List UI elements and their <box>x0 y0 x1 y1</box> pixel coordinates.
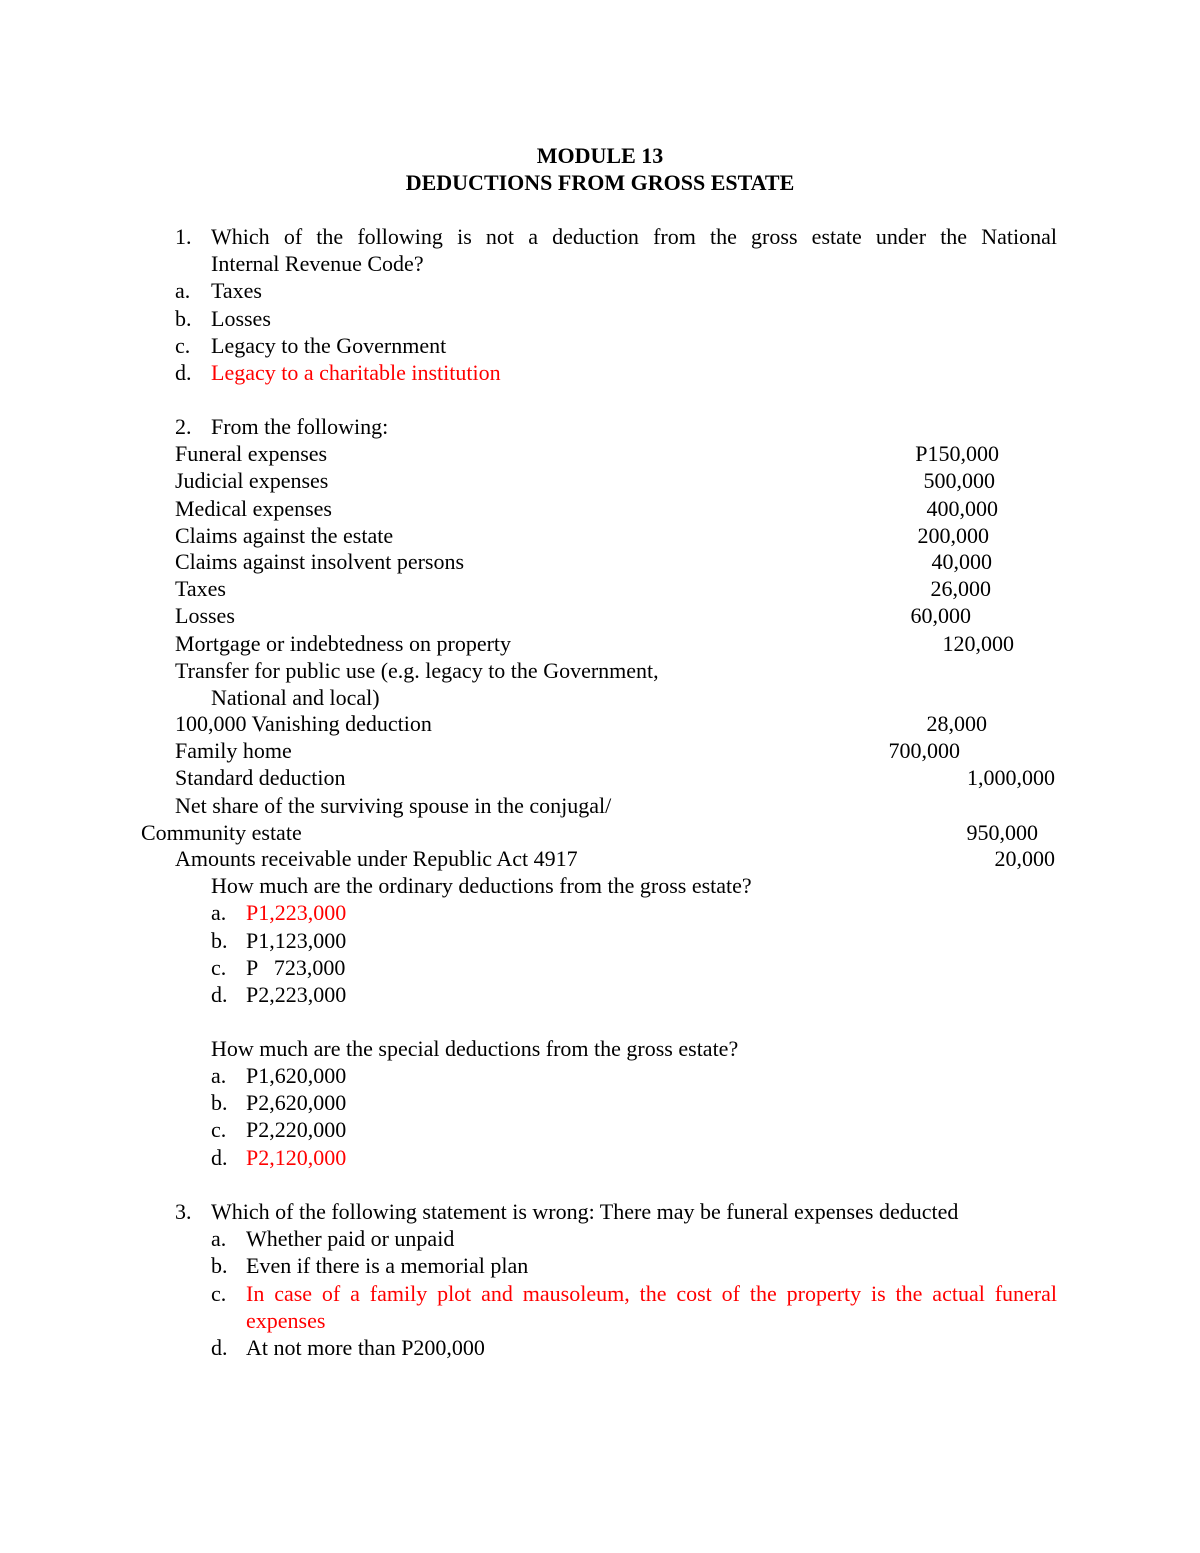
item-amount: 60,000 <box>910 603 971 628</box>
item-label: Family home <box>175 738 292 763</box>
module-title: MODULE 13 <box>536 143 664 168</box>
q1-choice-letter: d. <box>175 360 192 385</box>
item-amount: 1,000,000 <box>967 765 1055 790</box>
item-amount: 28,000 <box>926 711 987 736</box>
choice-letter: b. <box>211 1253 228 1278</box>
q1-question-line2: Internal Revenue Code? <box>211 251 424 276</box>
item-label: Funeral expenses <box>175 441 328 466</box>
choice-text: P1,620,000 <box>246 1063 347 1088</box>
q2-sub1-question: How much are the ordinary deductions from the gross estate? <box>211 873 752 898</box>
item-label: National and local) <box>211 685 380 710</box>
q1-number: 1. <box>175 224 192 249</box>
item-label: Community estate <box>141 820 302 845</box>
item-amount: 700,000 <box>888 738 960 763</box>
q3-answer-text: In case of a family plot and mausoleum, the cost of the property is the actual funeral <box>246 1281 1057 1306</box>
item-amount: 950,000 <box>966 820 1038 845</box>
item-amount: 26,000 <box>930 576 991 601</box>
item-label: 100,000 Vanishing deduction <box>175 711 432 736</box>
choice-letter: a. <box>211 900 227 925</box>
item-amount: 40,000 <box>931 549 992 574</box>
q1-question-line1: Which of the following is not a deduction from the gross estate under the National <box>211 224 1057 249</box>
choice-text: P1,123,000 <box>246 928 347 953</box>
q2-intro: From the following: <box>211 414 389 439</box>
item-label: Amounts receivable under Republic Act 4917 <box>175 846 578 871</box>
item-amount: 400,000 <box>926 496 998 521</box>
q3-answer-text-cont: expenses <box>246 1308 326 1333</box>
choice-letter: a. <box>211 1063 227 1088</box>
item-label: Losses <box>175 603 235 628</box>
q1-choice-letter: c. <box>175 333 191 358</box>
item-label: Claims against insolvent persons <box>175 549 465 574</box>
q1-answer-text: Legacy to a charitable institution <box>211 360 501 385</box>
choice-text: Whether paid or unpaid <box>246 1226 455 1251</box>
q2-number: 2. <box>175 414 192 439</box>
choice-text: P 723,000 <box>246 955 346 980</box>
item-label: Judicial expenses <box>175 468 329 493</box>
choice-text: Even if there is a memorial plan <box>246 1253 529 1278</box>
choice-letter: c. <box>211 955 227 980</box>
item-amount: 20,000 <box>994 846 1055 871</box>
q1-choice-text: Taxes <box>211 278 262 303</box>
choice-letter: b. <box>211 1090 228 1115</box>
choice-text: P2,220,000 <box>246 1117 347 1142</box>
q2-sub2-question: How much are the special deductions from the gross estate? <box>211 1036 739 1061</box>
item-label: Standard deduction <box>175 765 346 790</box>
item-amount: P150,000 <box>915 441 999 466</box>
q3-number: 3. <box>175 1199 192 1224</box>
choice-letter: c. <box>211 1281 227 1306</box>
choice-letter: d. <box>211 982 228 1007</box>
q1-choice-text: Legacy to the Government <box>211 333 447 358</box>
choice-text: At not more than P200,000 <box>246 1335 485 1360</box>
q2-sub2-answer-text: P2,120,000 <box>246 1145 347 1170</box>
item-amount: 500,000 <box>923 468 995 493</box>
item-amount: 120,000 <box>942 631 1014 656</box>
item-label: Claims against the estate <box>175 523 394 548</box>
choice-text: P2,223,000 <box>246 982 347 1007</box>
choice-letter: d. <box>211 1335 228 1360</box>
item-label: Taxes <box>175 576 226 601</box>
item-label: Net share of the surviving spouse in the conjugal/ <box>175 793 612 818</box>
q3-question: Which of the following statement is wrong: There may be funeral expenses deducted <box>211 1199 959 1224</box>
item-amount: 200,000 <box>917 523 989 548</box>
q1-choice-letter: b. <box>175 306 192 331</box>
choice-letter: d. <box>211 1145 228 1170</box>
item-label: Transfer for public use (e.g. legacy to the Government, <box>175 658 659 683</box>
q1-choice-text: Losses <box>211 306 271 331</box>
q2-sub1-answer-text: P1,223,000 <box>246 900 347 925</box>
q1-choice-letter: a. <box>175 278 191 303</box>
choice-letter: a. <box>211 1226 227 1251</box>
module-subtitle: DEDUCTIONS FROM GROSS ESTATE <box>405 170 795 195</box>
choice-text: P2,620,000 <box>246 1090 347 1115</box>
choice-letter: b. <box>211 928 228 953</box>
choice-letter: c. <box>211 1117 227 1142</box>
item-label: Mortgage or indebtedness on property <box>175 631 512 656</box>
item-label: Medical expenses <box>175 496 332 521</box>
